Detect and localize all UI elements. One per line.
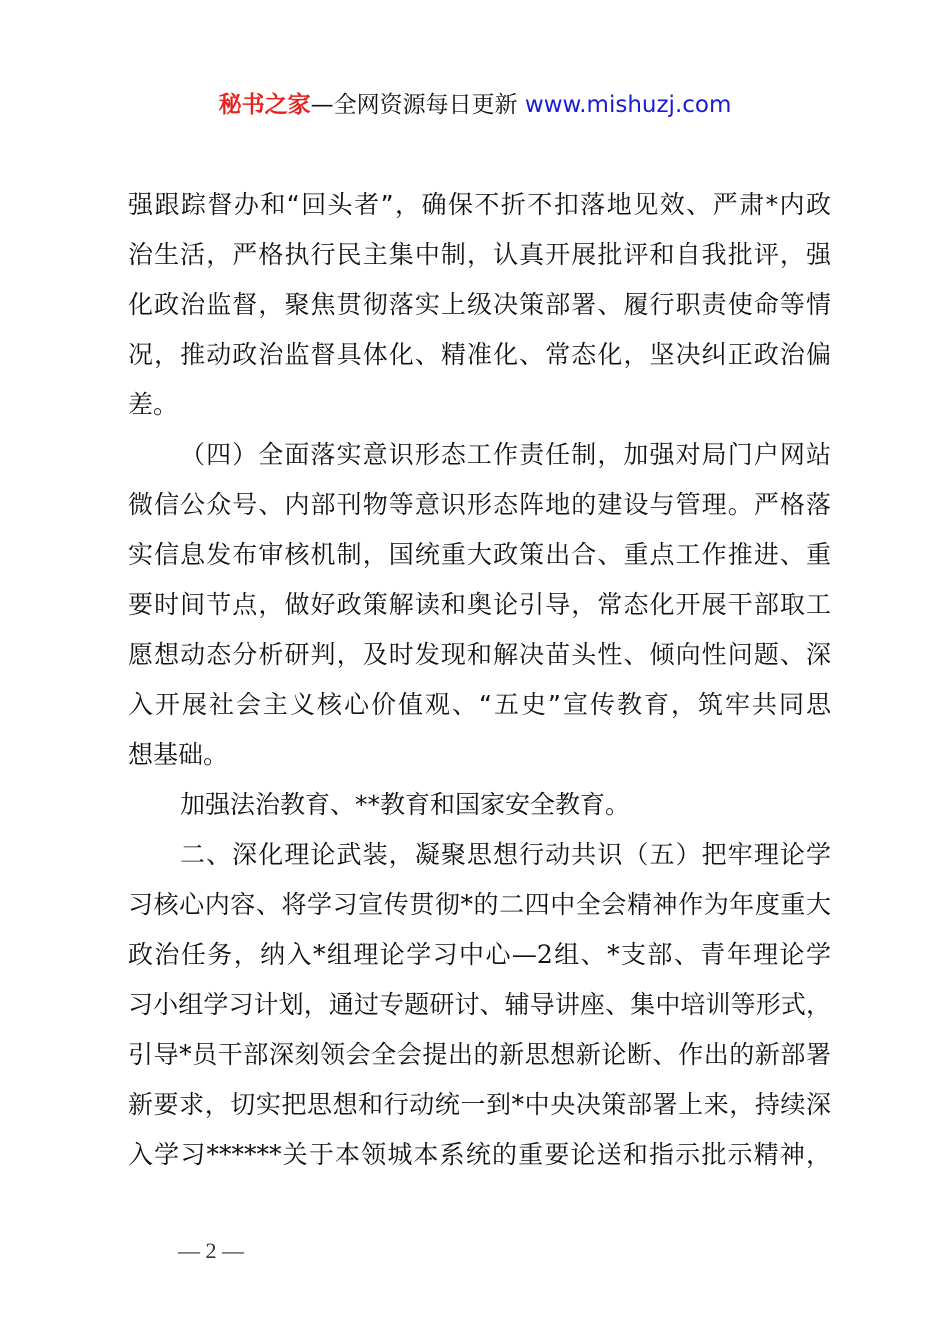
text-line: 要时间节点，做好政策解读和奥论引导，常态化开展干部取工 (128, 590, 831, 619)
page-number: — 2 — (178, 1238, 244, 1263)
site-banner (0, 88, 950, 122)
text-line: 入学习******关于本领城本系统的重要论送和指示批示精神， (128, 1140, 831, 1169)
banner-slogan: —全网资源每日更新 (310, 92, 525, 118)
text-line: 引导*员干部深刻领会全会提出的新思想新论断、作出的新部署 (128, 1040, 831, 1069)
text-line: 微信公众号、内部刊物等意识形态阵地的建设与管理。严格落 (128, 490, 831, 519)
text-line: 新要求，切实把思想和行动统一到*中央决策部署上来，持续深 (128, 1090, 831, 1119)
site-url-link[interactable]: www.mishuzj.com (524, 92, 732, 118)
text-line: 况，推动政治监督具体化、精准化、常态化，坚决纠正政治偏 (128, 340, 831, 369)
text-line: 加强法治教育、**教育和国家安全教育。 (180, 790, 631, 819)
text-line: 化政治监督，聚焦贯彻落实上级决策部署、履行职责使命等情 (128, 290, 831, 319)
text-line: 实信息发布审核机制，国统重大政策出合、重点工作推进、重 (128, 540, 831, 569)
text-line: 入开展社会主义核心价值观、“五史”宣传教育，筑牢共同思 (128, 690, 831, 719)
text-line: 差。 (128, 390, 179, 419)
text-line: 愿想动态分析研判，及时发现和解决苗头性、倾向性问题、深 (128, 640, 831, 669)
text-line: （四）全面落实意识形态工作责任制，加强对局门户网站 (180, 440, 831, 469)
text-line: 二、深化理论武装，凝聚思想行动共识（五）把牢理论学 (180, 840, 831, 869)
text-line: 治生活，严格执行民主集中制，认真开展批评和自我批评，强 (128, 240, 831, 269)
text-line: 习核心内容、将学习宣传贯彻*的二四中全会精神作为年度重大 (128, 890, 831, 919)
text-line: 强跟踪督办和“回头者”，确保不折不扣落地见效、严肃*内政 (128, 190, 831, 219)
document-body (128, 180, 831, 1180)
brand-name: 秘书之家 (218, 92, 311, 118)
text-line: 政治任务，纳入*组理论学习中心—2组、*支部、青年理论学 (128, 940, 831, 969)
text-line: 习小组学习计划，通过专题研讨、辅导讲座、集中培训等形式， (128, 990, 831, 1019)
text-line: 想基础。 (128, 740, 229, 769)
